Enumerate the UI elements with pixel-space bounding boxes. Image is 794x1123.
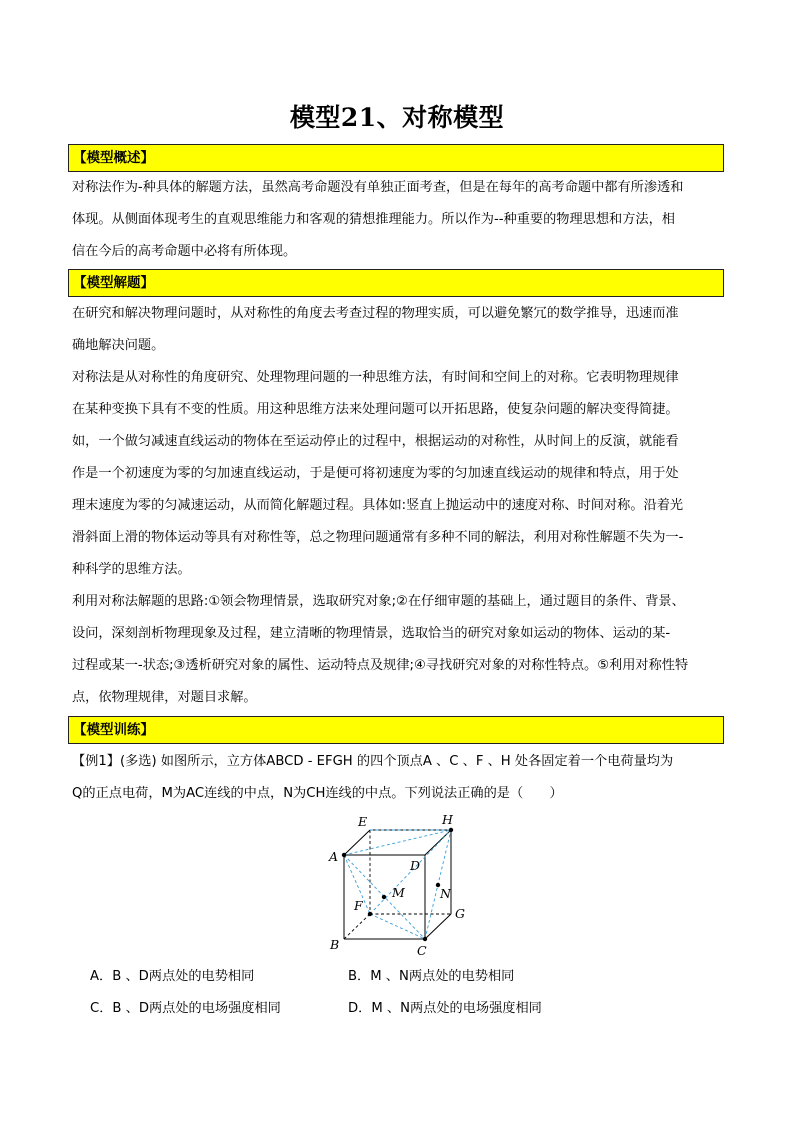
text-line: 体现。从侧面体现考生的直观思维能力和客观的猜想推理能力。所以作为--种重要的物理思想和方法，相	[72, 212, 675, 227]
text-line: 信在今后的高考命题中必将有所体现。	[72, 244, 297, 259]
section-heading-overview: 【模型概述】	[68, 144, 724, 172]
text-line: 理末速度为零的匀减速运动，从而简化解题过程。具体如:竖直上抛运动中的速度对称、时间对称。沿着光	[72, 498, 684, 513]
text-line: 对称法作为-种具体的解题方法，虽然高考命题没有单独正面考查，但是在每年的高考命题中都有所渗透和	[72, 180, 684, 195]
option-b: B．M 、N两点处的电势相同	[348, 969, 515, 984]
point-M	[382, 895, 386, 899]
point-A	[342, 853, 346, 857]
text-line: 在某种变换下具有不变的性质。用这种思维方法来处理问题可以开拓思路，使复杂问题的解决变得简捷。	[72, 402, 679, 417]
point-F	[368, 912, 372, 916]
text-line: Q的正点电荷，M为AC连线的中点，N为CH连线的中点。下列说法正确的是（ ）	[72, 786, 563, 801]
overview-paragraph	[72, 172, 728, 268]
diagonal-FC	[370, 914, 425, 939]
point-H	[449, 828, 453, 832]
option-a: A．B 、D两点处的电势相同	[90, 969, 255, 984]
option-d: D．M 、N两点处的电场强度相同	[348, 1001, 542, 1016]
section-heading-training: 【模型训练】	[68, 716, 724, 744]
example-question	[72, 746, 728, 810]
label-E: E	[358, 814, 368, 829]
text-line: 如，一个做匀减速直线运动的物体在至运动停止的过程中，根据运动的对称性，从时间上的反演，就能看	[72, 434, 679, 449]
label-H: H	[442, 812, 453, 827]
text-line: 种科学的思维方法。	[72, 562, 191, 577]
edge-CG	[425, 914, 451, 939]
label-G: G	[455, 906, 465, 921]
option-c: C．B 、D两点处的电场强度相同	[90, 1001, 281, 1016]
cube-figure	[320, 812, 480, 960]
label-B: B	[330, 937, 340, 952]
edge-BF-hidden	[344, 914, 370, 939]
label-D: D	[410, 858, 421, 873]
text-line: 【例1】(多选) 如图所示，立方体ABCD - EFGH 的四个顶点A 、C 、F 、H 处各固定着一个电荷量均为	[72, 754, 674, 769]
solution-paragraph	[72, 298, 728, 714]
text-line: 作是一个初速度为零的匀加速直线运动，于是便可将初速度为零的匀加速直线运动的规律和特点，用于处	[72, 466, 679, 481]
point-C	[423, 937, 427, 941]
text-line: 对称法是从对称性的角度研究、处理物理问题的一种思维方法，有时间和空间上的对称。它表明物理规律	[72, 370, 679, 385]
text-line: 点，依物理规律，对题目求解。	[72, 690, 257, 705]
text-line: 在研究和解决物理问题时，从对称性的角度去考查过程的物理实质，可以避免繁冗的数学推导，迅速而准	[72, 306, 679, 321]
section-heading-solution: 【模型解题】	[68, 269, 724, 297]
label-F: F	[354, 898, 363, 913]
text-line: 滑斜面上滑的物体运动等具有对称性等，总之物理问题通常有多种不同的解法，利用对称性解题不失为一-	[72, 530, 684, 545]
page-title: 模型21、对称模型	[289, 103, 505, 132]
edge-AE	[344, 830, 370, 855]
text-line: 确地解决问题。	[72, 338, 165, 353]
label-M: M	[392, 885, 405, 900]
label-C: C	[417, 943, 427, 958]
label-A: A	[329, 849, 339, 864]
text-line: 设问，深刻剖析物理现象及过程，建立清晰的物理情景，选取恰当的研究对象如运动的物体、运动的某-	[72, 626, 671, 641]
label-N: N	[440, 886, 451, 901]
text-line: 利用对称法解题的思路:①领会物理情景，选取研究对象;②在仔细审题的基础上，通过题目的条件、背景、	[72, 594, 685, 609]
text-line: 过程或某一-状态;③透析研究对象的属性、运动特点及规律;④寻找研究对象的对称性特点。⑤利用对称性特	[72, 658, 689, 673]
diagonal-AH	[344, 830, 451, 855]
